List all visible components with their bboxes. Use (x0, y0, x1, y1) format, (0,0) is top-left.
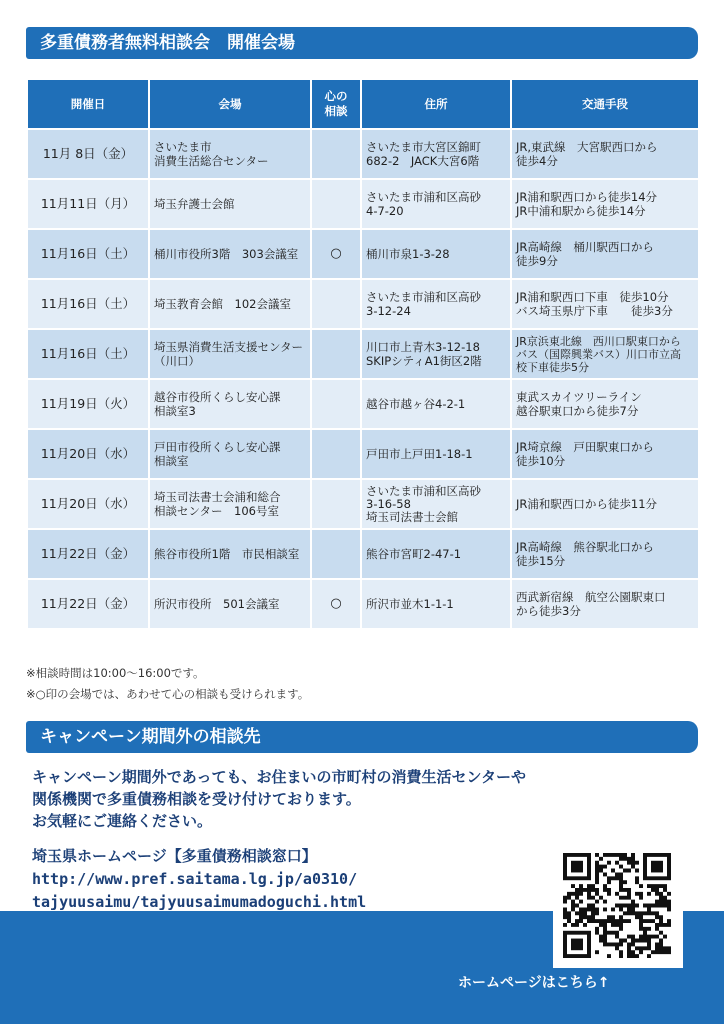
cell-date: 11月16日（土） (27, 329, 149, 379)
cell-counseling-mark (311, 179, 361, 229)
message-line: キャンペーン期間外であっても、お住まいの市町村の消費生活センターや (32, 768, 526, 786)
venue-table (26, 78, 700, 630)
qr-caption: ホームページはこちら↑ (458, 975, 610, 991)
cell-venue: 熊谷市役所1階 市民相談室 (149, 529, 311, 579)
cell-venue: 越谷市役所くらし安心課 相談室3 (149, 379, 311, 429)
cell-date: 11月22日（金） (27, 529, 149, 579)
qr-code-icon (563, 853, 671, 958)
cell-venue: 埼玉司法書士会浦和総合 相談センター 106号室 (149, 479, 311, 529)
table-row (27, 479, 699, 529)
cell-access: JR浦和駅西口から徒歩11分 (511, 479, 699, 529)
cell-access: 西武新宿線 航空公園駅東口 から徒歩3分 (511, 579, 699, 629)
section-title-venues: 多重債務者無料相談会 開催会場 (26, 27, 698, 59)
note-hours: ※相談時間は10:00～16:00です。 (26, 666, 205, 680)
cell-access: 東武スカイツリーライン 越谷駅東口から徒歩7分 (511, 379, 699, 429)
cell-access: JR,東武線 大宮駅西口から 徒歩4分 (511, 129, 699, 179)
cell-counseling-mark (311, 279, 361, 329)
table-row (27, 279, 699, 329)
message-line: お気軽にご連絡ください。 (32, 812, 213, 830)
table-row (27, 329, 699, 379)
cell-counseling-mark (311, 129, 361, 179)
table-row (27, 379, 699, 429)
cell-venue: 所沢市役所 501会議室 (149, 579, 311, 629)
table-row (27, 429, 699, 479)
cell-address: 戸田市上戸田1-18-1 (361, 429, 511, 479)
cell-counseling-mark (311, 429, 361, 479)
cell-access: JR浦和駅西口下車 徒歩10分 バス埼玉県庁下車 徒歩3分 (511, 279, 699, 329)
cell-address: 熊谷市宮町2-47-1 (361, 529, 511, 579)
cell-address: さいたま市浦和区高砂 4-7-20 (361, 179, 511, 229)
table-header-row (27, 79, 699, 129)
cell-date: 11月16日（土） (27, 279, 149, 329)
cell-venue: 桶川市役所3階 303会議室 (149, 229, 311, 279)
message-line: 関係機関で多重債務相談を受け付けております。 (32, 790, 361, 808)
qr-code[interactable] (553, 843, 683, 968)
cell-venue: 戸田市役所くらし安心課 相談室 (149, 429, 311, 479)
notes (26, 663, 309, 705)
homepage-info (32, 845, 366, 914)
header-date: 開催日 (27, 79, 149, 129)
cell-counseling-mark (311, 529, 361, 579)
cell-access: JR高崎線 桶川駅西口から 徒歩9分 (511, 229, 699, 279)
table-row (27, 529, 699, 579)
cell-address: 川口市上青木3-12-18 SKIPシティA1街区2階 (361, 329, 511, 379)
homepage-label: 埼玉県ホームページ【多重債務相談窓口】 (32, 847, 317, 865)
cell-date: 11月20日（水） (27, 429, 149, 479)
section-title-outside-campaign: キャンペーン期間外の相談先 (26, 721, 698, 753)
cell-address: さいたま市浦和区高砂 3-16-58 埼玉司法書士会館 (361, 479, 511, 529)
cell-access: JR高崎線 熊谷駅北口から 徒歩15分 (511, 529, 699, 579)
cell-counseling-mark (311, 479, 361, 529)
header-venue: 会場 (149, 79, 311, 129)
cell-venue: 埼玉県消費生活支援センター （川口） (149, 329, 311, 379)
table-row (27, 229, 699, 279)
consultation-message (32, 766, 526, 832)
cell-date: 11月 8日（金） (27, 129, 149, 179)
cell-date: 11月19日（火） (27, 379, 149, 429)
cell-address: 所沢市並木1-1-1 (361, 579, 511, 629)
cell-counseling-mark: ○ (311, 579, 361, 629)
cell-address: 越谷市越ヶ谷4-2-1 (361, 379, 511, 429)
cell-date: 11月22日（金） (27, 579, 149, 629)
cell-venue: 埼玉弁護士会館 (149, 179, 311, 229)
cell-address: 桶川市泉1-3-28 (361, 229, 511, 279)
cell-address: さいたま市浦和区高砂 3-12-24 (361, 279, 511, 329)
cell-counseling-mark: ○ (311, 229, 361, 279)
table-row (27, 579, 699, 629)
cell-date: 11月16日（土） (27, 229, 149, 279)
cell-access: JR埼京線 戸田駅東口から 徒歩10分 (511, 429, 699, 479)
table-row (27, 129, 699, 179)
cell-counseling-mark (311, 329, 361, 379)
header-address: 住所 (361, 79, 511, 129)
homepage-url-line2[interactable]: tajyuusaimu/tajyuusaimumadoguchi.html (32, 893, 367, 911)
cell-venue: 埼玉教育会館 102会議室 (149, 279, 311, 329)
header-counseling: 心の 相談 (311, 79, 361, 129)
cell-access: JR京浜東北線 西川口駅東口から バス（国際興業バス）川口市立高 校下車徒歩5分 (511, 329, 699, 379)
cell-venue: さいたま市 消費生活総合センター (149, 129, 311, 179)
table-row (27, 179, 699, 229)
cell-counseling-mark (311, 379, 361, 429)
cell-date: 11月20日（水） (27, 479, 149, 529)
cell-date: 11月11日（月） (27, 179, 149, 229)
homepage-url-line1[interactable]: http://www.pref.saitama.lg.jp/a0310/ (32, 870, 358, 888)
header-access: 交通手段 (511, 79, 699, 129)
cell-address: さいたま市大宮区錦町 682-2 JACK大宮6階 (361, 129, 511, 179)
note-counseling: ※○印の会場では、あわせて心の相談も受けられます。 (26, 687, 310, 701)
cell-access: JR浦和駅西口から徒歩14分 JR中浦和駅から徒歩14分 (511, 179, 699, 229)
